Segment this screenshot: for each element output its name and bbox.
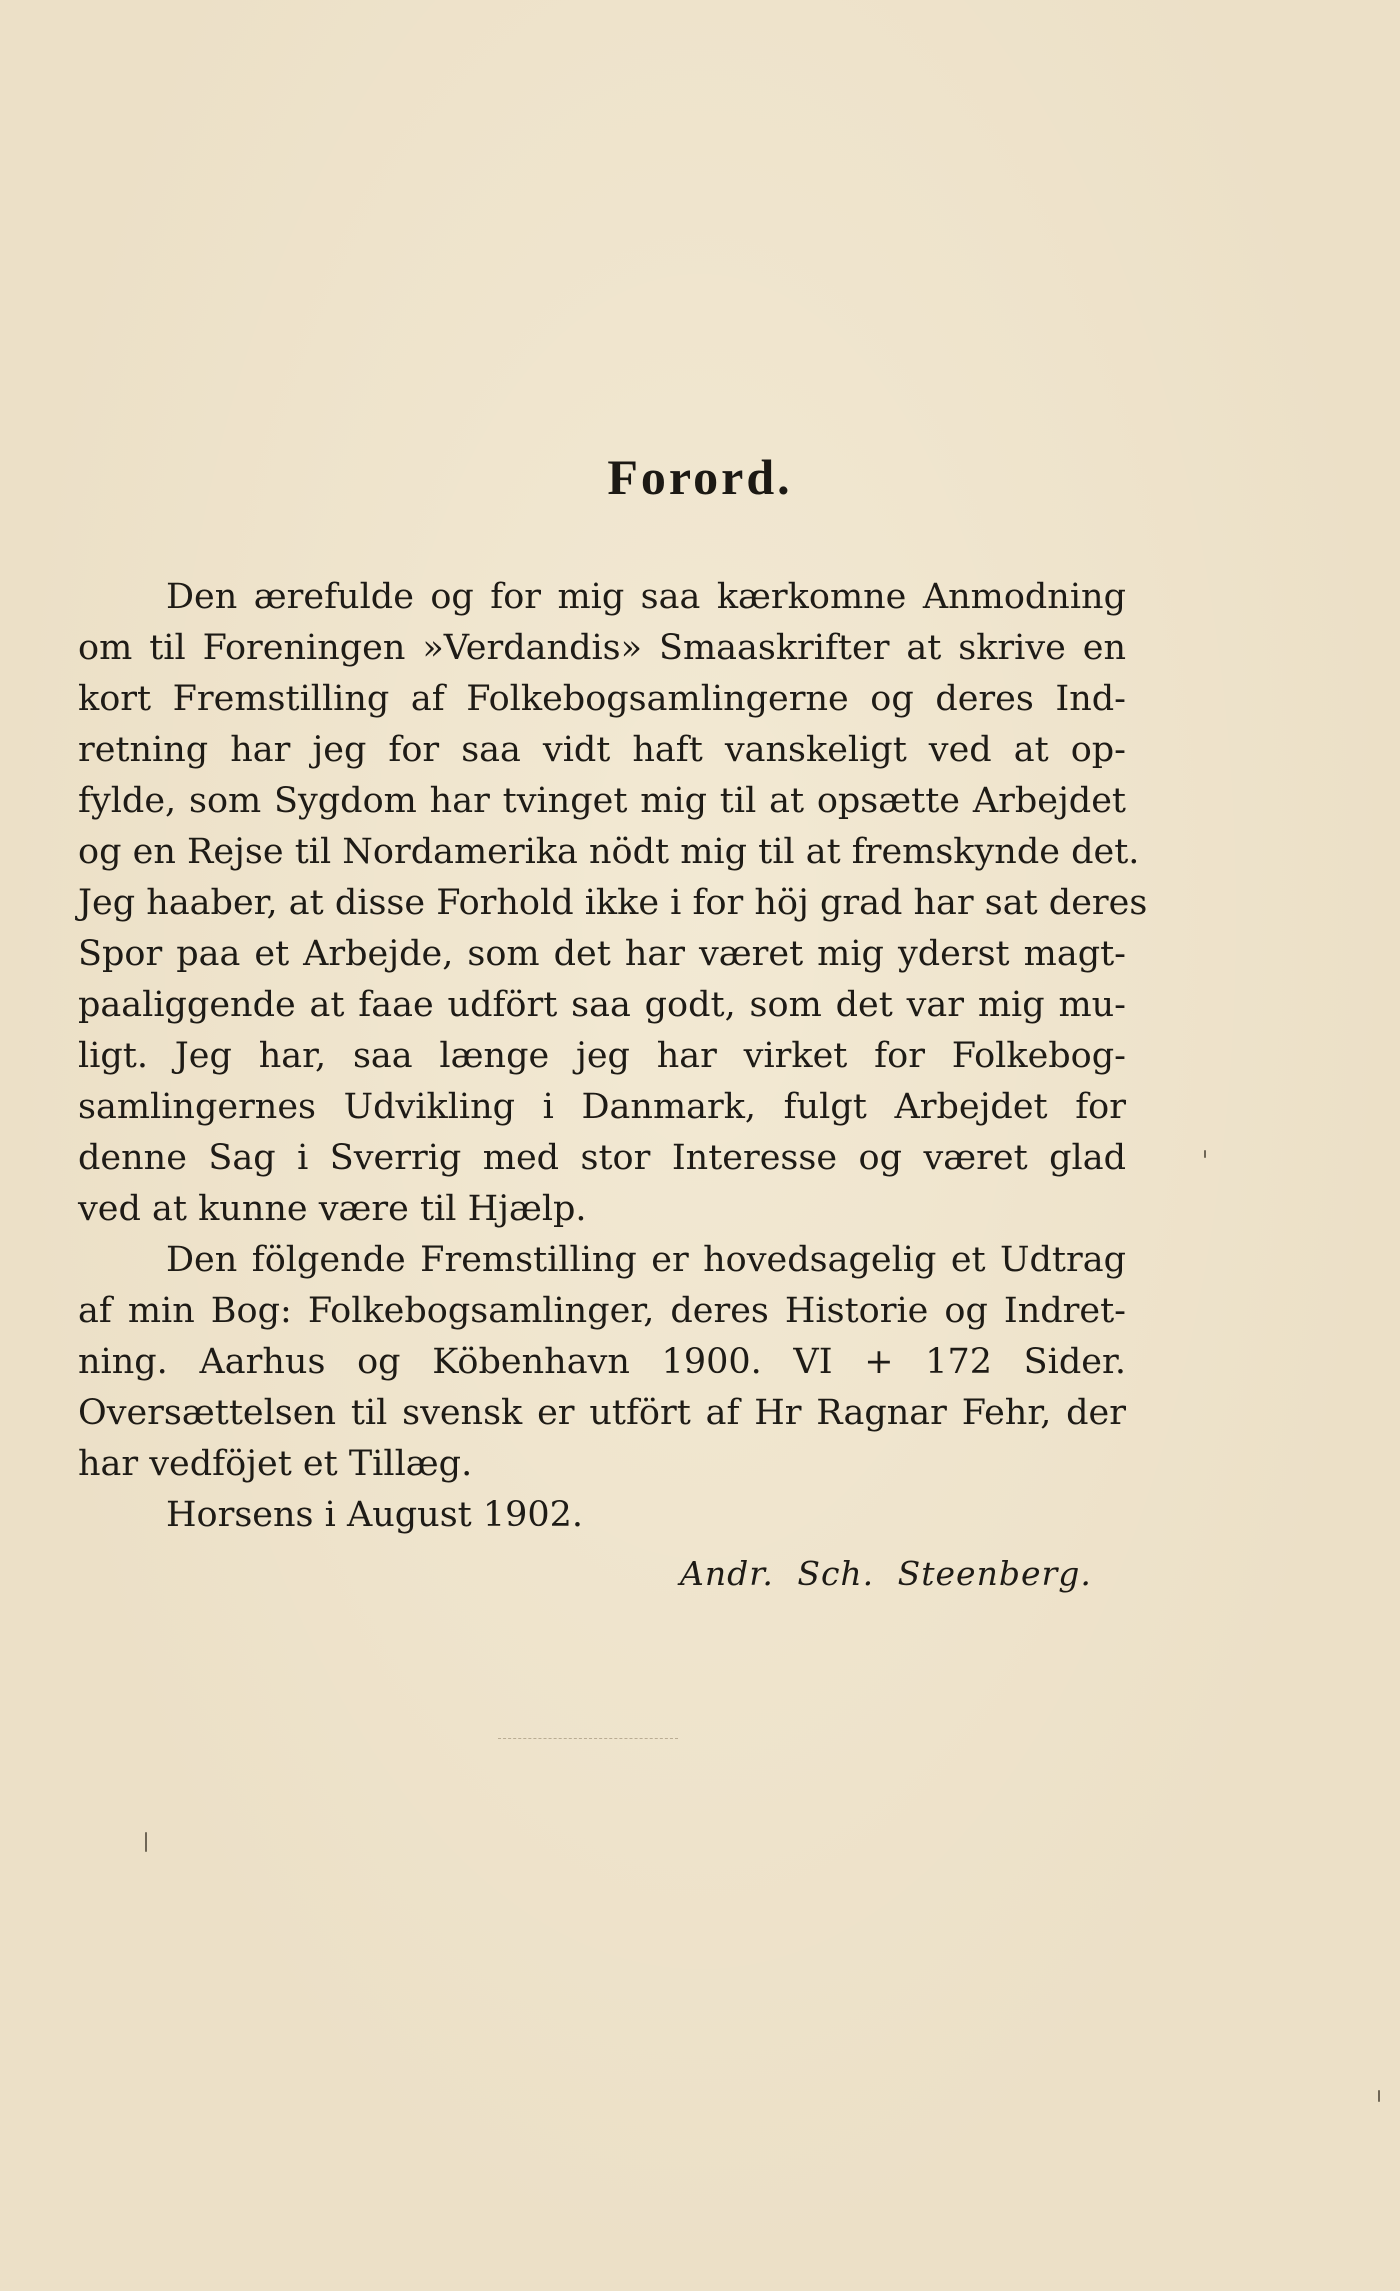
text-line: fylde, som Sygdom har tvinget mig til at opsætte Arbejdet — [78, 781, 1126, 821]
text-line: kort Fremstilling af Folkebogsamlingerne og deres Ind- — [78, 679, 1126, 719]
page-title: Forord. — [607, 449, 793, 505]
text-line: Oversættelsen til svensk er utfört af Hr Ragnar Fehr, der — [78, 1393, 1126, 1433]
text-line: ved at kunne være til Hjælp. — [78, 1189, 587, 1229]
text-line: Spor paa et Arbejde, som det har været mig yderst magt- — [78, 934, 1126, 974]
paper-speck — [145, 1832, 147, 1852]
paper-speck — [1204, 1150, 1206, 1158]
text-line: Jeg haaber, at disse Forhold ikke i for höj grad har sat deres — [78, 883, 1148, 923]
text-line: retning har jeg for saa vidt haft vanskeligt ved at op- — [78, 730, 1126, 770]
text-line: og en Rejse til Nordamerika nödt mig til at fremskynde det. — [78, 832, 1140, 872]
text-line: Horsens i August 1902. — [166, 1495, 584, 1535]
text-line: denne Sag i Sverrig med stor Interesse og været glad — [78, 1138, 1126, 1178]
text-line: om til Foreningen »Verdandis» Smaaskrifter at skrive en — [78, 628, 1126, 668]
page-divider — [498, 1738, 678, 1739]
text-line: samlingernes Udvikling i Danmark, fulgt Arbejdet for — [78, 1087, 1126, 1127]
signature: Andr. Sch. Steenberg. — [680, 1554, 1092, 1593]
preface-body — [78, 572, 1148, 1541]
text-line: ning. Aarhus og Köbenhavn 1900. VI + 172 Sider. — [78, 1342, 1126, 1382]
text-line: har vedföjet et Tillæg. — [78, 1444, 473, 1484]
text-line: af min Bog: Folkebogsamlinger, deres Historie og Indret- — [78, 1291, 1126, 1331]
text-line: paaliggende at faae udfört saa godt, som det var mig mu- — [78, 985, 1126, 1025]
paper-speck — [1378, 2090, 1380, 2102]
text-line: ligt. Jeg har, saa længe jeg har virket for Folkebog- — [78, 1036, 1126, 1076]
text-line: Den fölgende Fremstilling er hovedsagelig et Udtrag — [166, 1240, 1126, 1280]
text-line: Den ærefulde og for mig saa kærkomne Anmodning — [166, 577, 1126, 617]
